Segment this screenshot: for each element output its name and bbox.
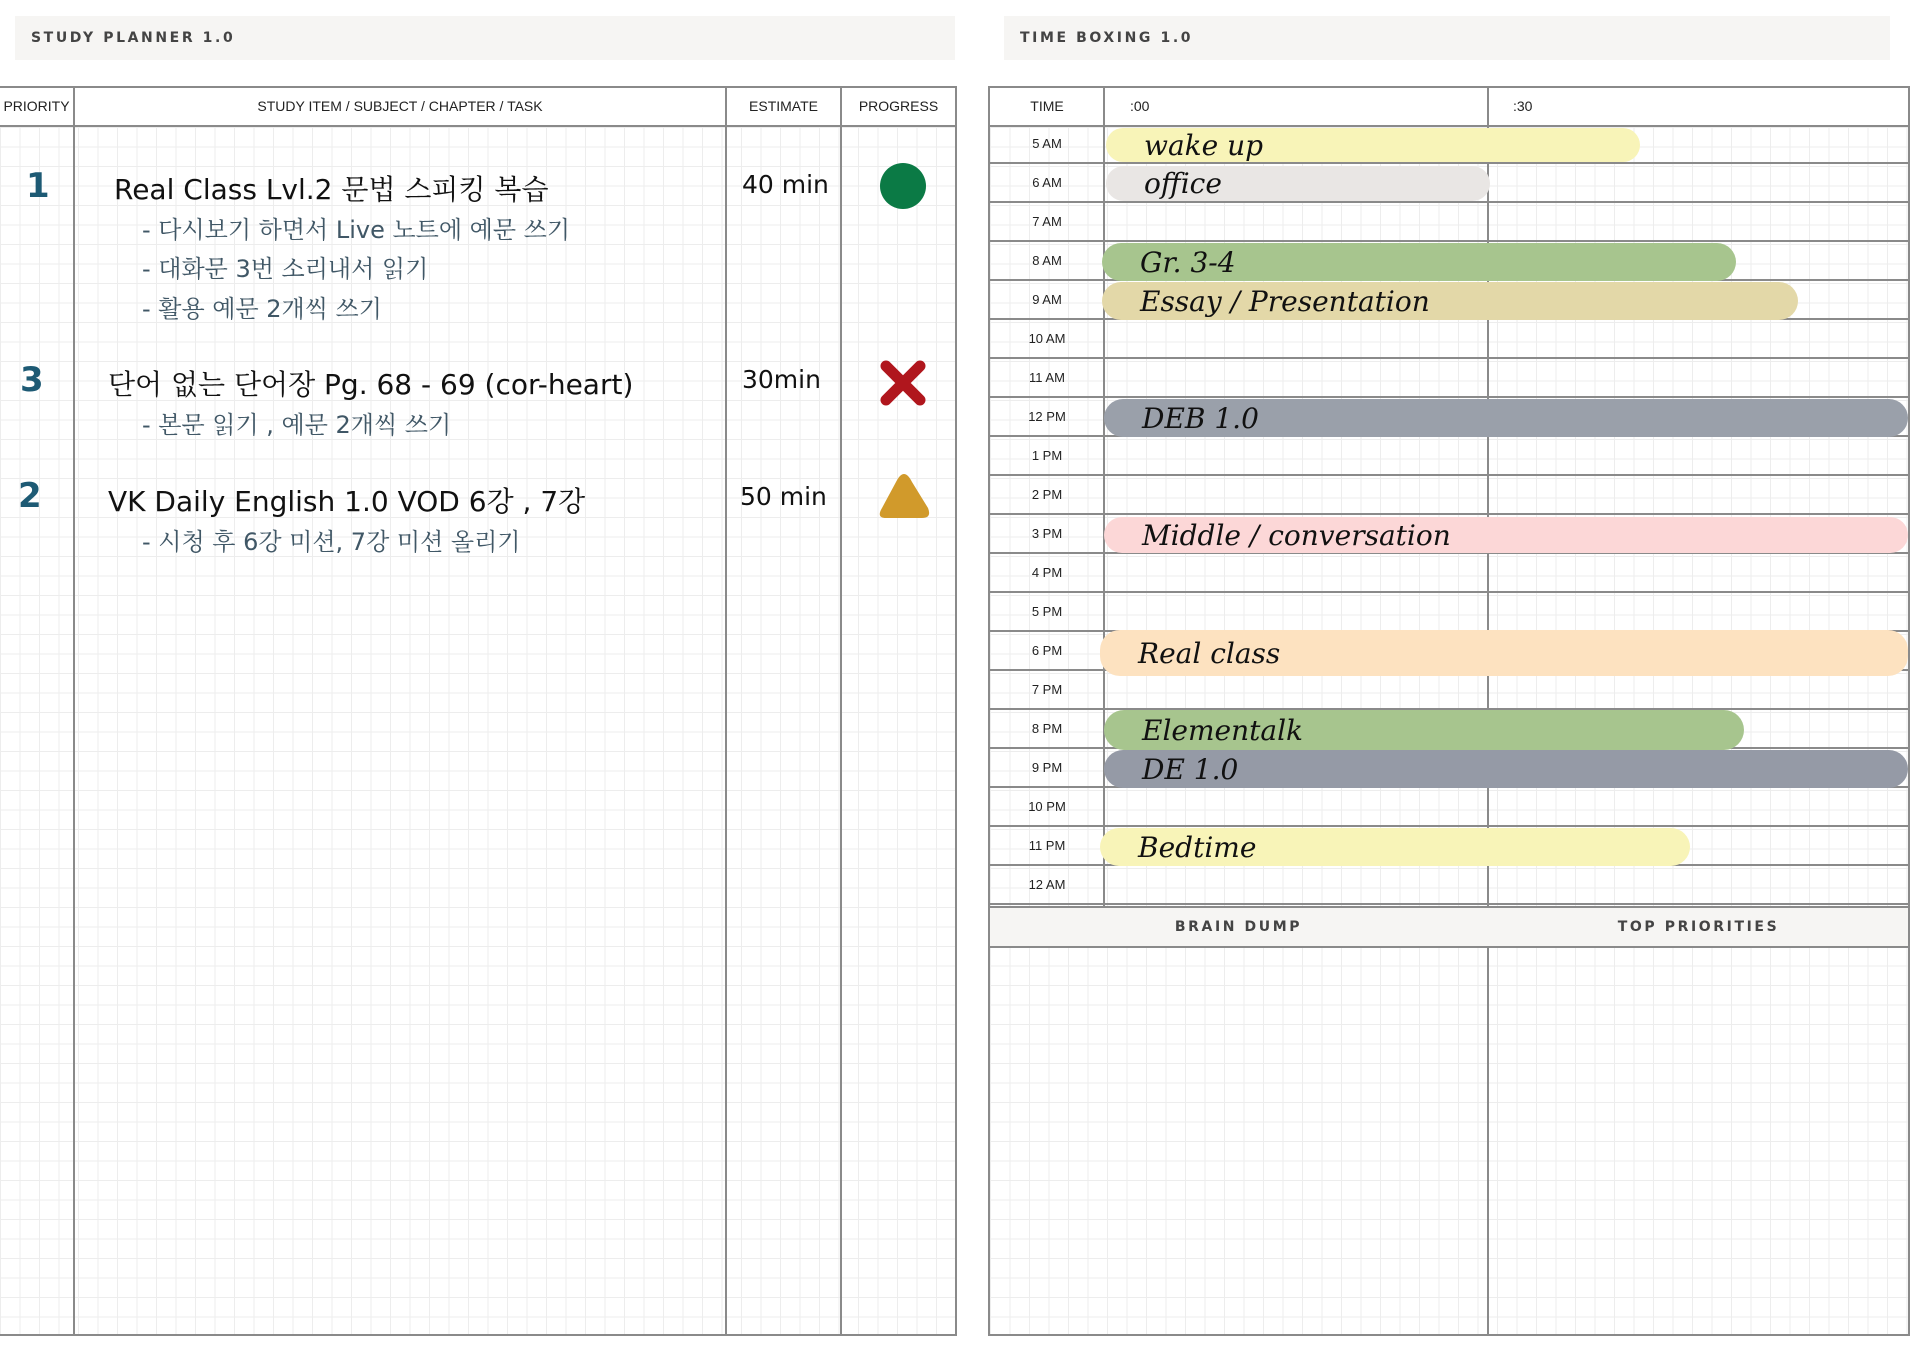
hour-label: 4 PM	[1031, 565, 1063, 580]
study-planner-header	[0, 88, 955, 127]
time-block[interactable]	[1104, 750, 1908, 788]
hour-label: 6 AM	[1032, 175, 1062, 190]
progress-cross-icon	[878, 358, 928, 408]
time-column-header: TIME	[1030, 98, 1064, 114]
priority-column-header: PRIORITY	[3, 98, 70, 114]
task-title: 단어 없는 단어장 Pg. 68 - 69 (cor-heart)	[108, 368, 634, 401]
hour-label: 11 AM	[1029, 370, 1065, 385]
time-block-label: DEB 1.0	[1142, 401, 1259, 435]
hour-label: 8 AM	[1032, 253, 1062, 268]
hour-label: 5 AM	[1032, 136, 1062, 151]
hour-label: 7 AM	[1032, 214, 1062, 229]
half-hour-header-30: :30	[1513, 98, 1533, 114]
hour-label: 5 PM	[1031, 604, 1063, 619]
priority-number: 3	[20, 360, 44, 400]
progress-circle-icon	[880, 163, 926, 209]
hour-label: 3 PM	[1031, 526, 1063, 541]
hour-label: 12 PM	[1028, 409, 1066, 424]
time-boxing-table	[988, 86, 1910, 1336]
time-block[interactable]	[1100, 630, 1908, 676]
time-block-label: Essay / Presentation	[1140, 284, 1430, 318]
estimate-column-header: ESTIMATE	[749, 98, 818, 114]
hour-label: 8 PM	[1031, 721, 1063, 736]
time-block[interactable]	[1104, 399, 1908, 437]
hour-row[interactable]	[990, 437, 1908, 476]
hour-label: 1 PM	[1031, 448, 1063, 463]
time-block[interactable]	[1100, 828, 1690, 866]
priority-number: 1	[26, 166, 50, 206]
hour-label: 9 AM	[1032, 292, 1062, 307]
time-block-label: office	[1144, 167, 1222, 200]
column-divider	[73, 88, 75, 1334]
column-divider	[1103, 88, 1105, 908]
time-boxing-title: TIME BOXING 1.0	[1004, 16, 1890, 60]
hour-row[interactable]	[990, 203, 1908, 242]
hour-label: 9 PM	[1031, 760, 1063, 775]
hour-label: 10 PM	[1028, 799, 1066, 814]
study-planner-title: STUDY PLANNER 1.0	[15, 16, 955, 60]
hour-row[interactable]	[990, 866, 1908, 905]
top-priorities-header: TOP PRIORITIES	[1617, 919, 1780, 935]
time-block-label: Real class	[1138, 636, 1281, 670]
time-block[interactable]	[1104, 710, 1744, 750]
time-block[interactable]	[1102, 243, 1736, 281]
subtask-item: - 활용 예문 2개씩 쓰기	[142, 295, 382, 323]
time-block[interactable]	[1106, 128, 1640, 162]
column-divider	[725, 88, 727, 1334]
hour-label: 10 AM	[1028, 331, 1066, 346]
time-block-label: Elementalk	[1142, 713, 1303, 747]
hour-row[interactable]	[990, 320, 1908, 359]
priority-number: 2	[18, 476, 42, 516]
brain-dump-header: BRAIN DUMP	[1174, 919, 1303, 935]
hour-row[interactable]	[990, 554, 1908, 593]
estimate-value: 40 min	[742, 170, 829, 199]
time-block[interactable]	[1106, 166, 1490, 201]
time-block-label: DE 1.0	[1142, 752, 1239, 786]
time-block-label: Middle / conversation	[1142, 518, 1451, 552]
progress-column-header: PROGRESS	[858, 98, 939, 114]
subtask-item: - 본문 읽기 , 예문 2개씩 쓰기	[142, 411, 452, 439]
time-block-label: Bedtime	[1138, 830, 1257, 864]
estimate-value: 50 min	[740, 482, 827, 511]
time-block[interactable]	[1102, 282, 1798, 320]
subtask-item: - 다시보기 하면서 Live 노트에 예문 쓰기	[142, 216, 571, 244]
subtask-item: - 대화문 3번 소리내서 읽기	[142, 255, 429, 283]
task-title: VK Daily English 1.0 VOD 6강 , 7강	[108, 485, 586, 518]
progress-triangle-icon	[874, 470, 934, 522]
time-block-label: Gr. 3-4	[1140, 245, 1236, 279]
time-boxing-header	[990, 88, 1908, 127]
hour-row[interactable]	[990, 359, 1908, 398]
half-hour-header-00: :00	[1130, 98, 1150, 114]
hour-row[interactable]	[990, 593, 1908, 632]
column-divider	[840, 88, 842, 1334]
hour-label: 2 PM	[1031, 487, 1063, 502]
study-item-column-header: STUDY ITEM / SUBJECT / CHAPTER / TASK	[257, 98, 543, 114]
footer-header	[990, 906, 1908, 948]
estimate-value: 30min	[742, 365, 821, 394]
time-block-label: wake up	[1144, 128, 1264, 162]
hour-row[interactable]	[990, 476, 1908, 515]
task-title: Real Class Lvl.2 문법 스피킹 복습	[114, 173, 549, 206]
hour-label: 6 PM	[1031, 643, 1063, 658]
study-planner-table	[0, 86, 957, 1336]
hour-label: 12 AM	[1028, 877, 1066, 892]
hour-label: 7 PM	[1031, 682, 1063, 697]
time-block[interactable]	[1104, 517, 1908, 553]
hour-row[interactable]	[990, 671, 1908, 710]
hour-row[interactable]	[990, 788, 1908, 827]
hour-label: 11 PM	[1028, 838, 1066, 853]
subtask-item: - 시청 후 6강 미션, 7강 미션 올리기	[142, 528, 521, 556]
